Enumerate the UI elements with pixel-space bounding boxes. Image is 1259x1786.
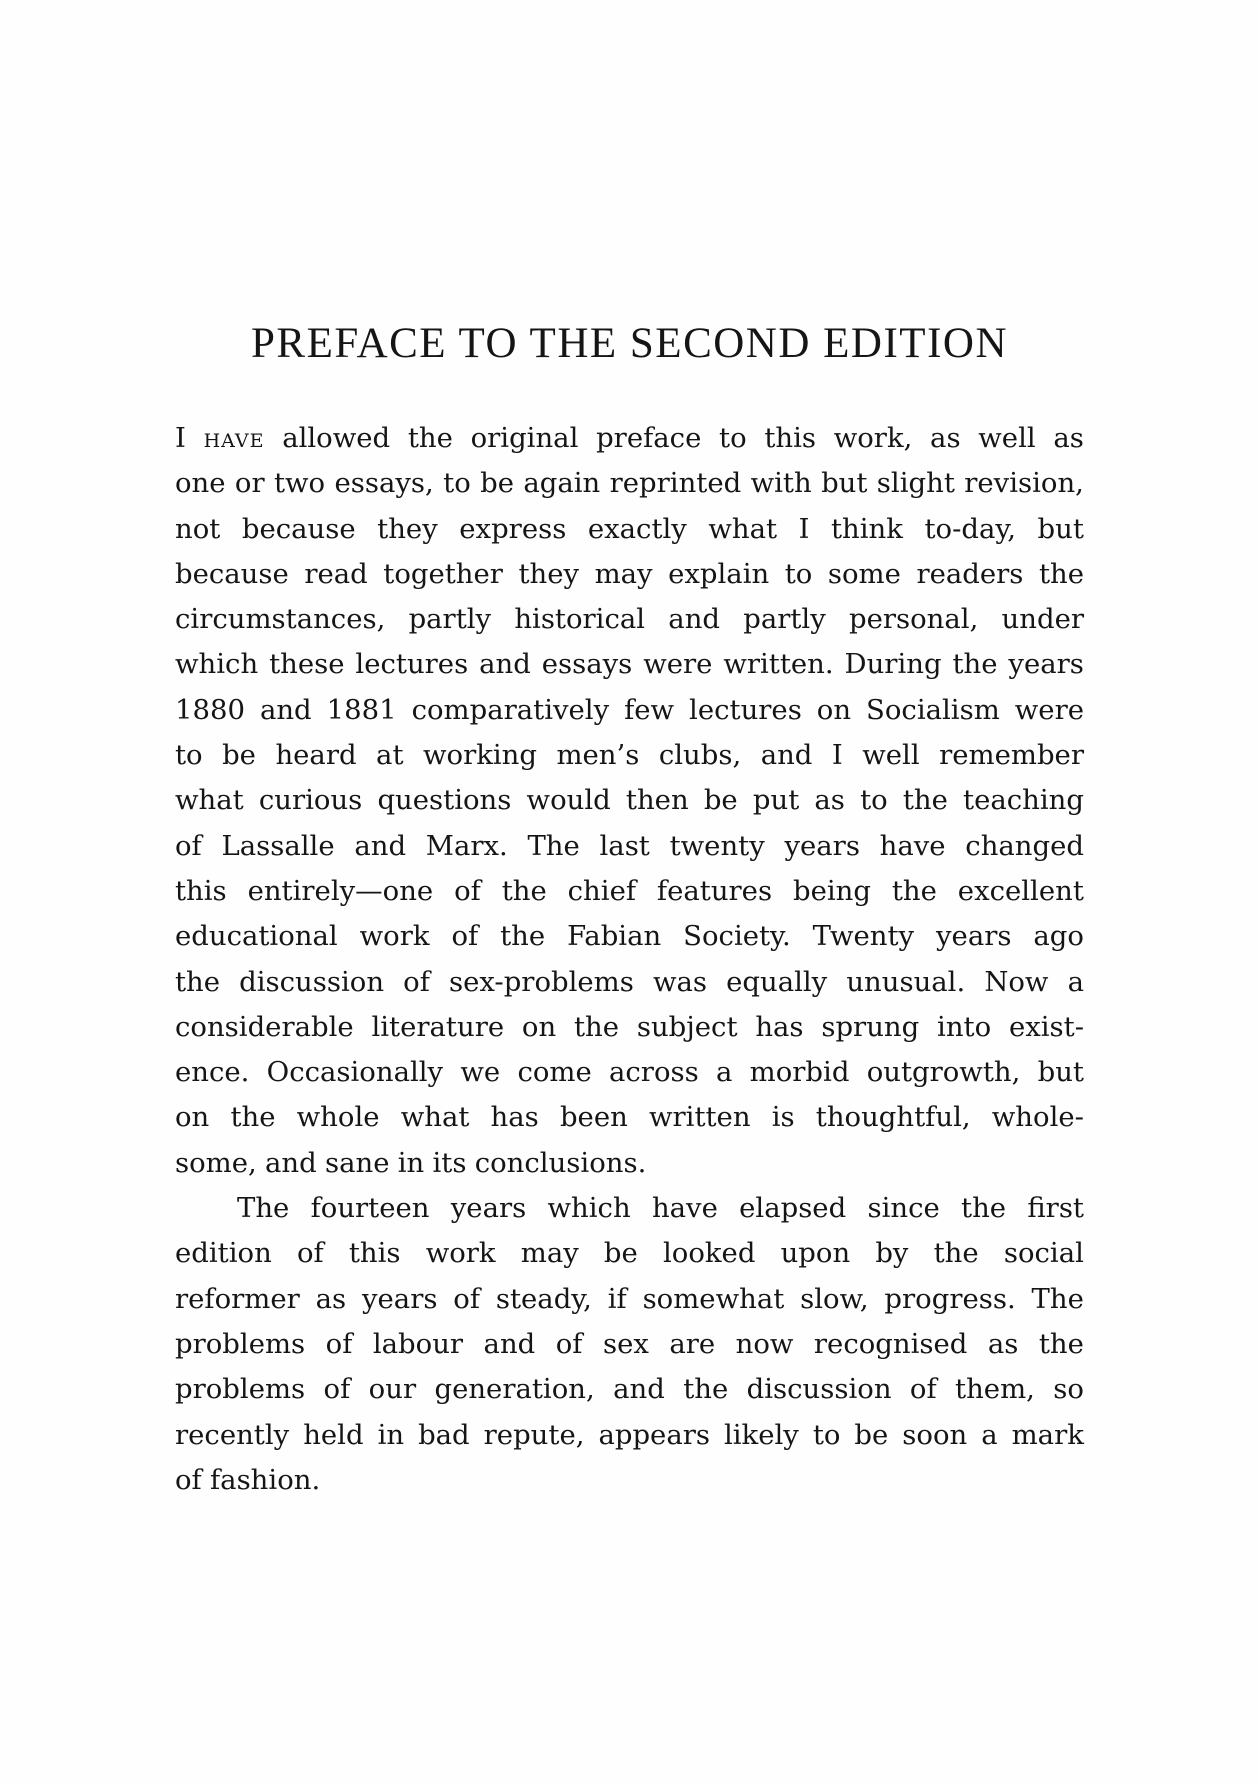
text-line: some, and sane in its conclusions. bbox=[175, 1146, 647, 1179]
text-line: considerable literature on the subject has sprung into exist- bbox=[175, 1010, 1084, 1043]
paragraph-2 bbox=[175, 1186, 1084, 1503]
page-title: PREFACE TO THE SECOND EDITION bbox=[250, 320, 1008, 367]
paragraph-1 bbox=[175, 416, 1084, 1186]
text-line: which these lectures and essays were written. During the years bbox=[175, 648, 1084, 681]
text-line: one or two essays, to be again reprinted with but slight revision, bbox=[175, 467, 1084, 500]
text-line: of fashion. bbox=[175, 1463, 321, 1496]
text-line: what curious questions would then be put as to the teaching bbox=[175, 784, 1084, 817]
text-line: circumstances, partly historical and partly personal, under bbox=[175, 603, 1084, 636]
text-line: educational work of the Fabian Society. Twenty years ago bbox=[175, 920, 1084, 953]
text-line: on the whole what has been written is thoughtful, whole- bbox=[175, 1101, 1084, 1134]
text-line: edition of this work may be looked upon by the social bbox=[175, 1237, 1084, 1270]
text-line: of Lassalle and Marx. The last twenty years have changed bbox=[175, 829, 1084, 862]
text-line: the discussion of sex-problems was equally unusual. Now a bbox=[175, 965, 1084, 998]
text-line: to be heard at working men’s clubs, and I well remember bbox=[175, 739, 1084, 772]
text-line: I have allowed the original preface to this work, as well as bbox=[175, 422, 1084, 454]
text-line: reformer as years of steady, if somewhat slow, progress. The bbox=[175, 1282, 1084, 1315]
text-line: this entirely—one of the chief features being the excellent bbox=[175, 874, 1084, 907]
text-line: not because they express exactly what I think to-day, but bbox=[175, 512, 1084, 545]
text-line: recently held in bad repute, appears likely to be soon a mark bbox=[175, 1418, 1084, 1451]
text-line: problems of our generation, and the discussion of them, so bbox=[175, 1373, 1084, 1406]
preface-body bbox=[175, 416, 1084, 1503]
text-line: because read together they may explain to some readers the bbox=[175, 557, 1084, 590]
text-line: The fourteen years which have elapsed since the first bbox=[237, 1192, 1084, 1225]
text-line: ence. Occasionally we come across a morbid outgrowth, but bbox=[175, 1056, 1084, 1089]
text-line: 1880 and 1881 comparatively few lectures on Socialism were bbox=[175, 693, 1084, 726]
text-line: problems of labour and of sex are now recognised as the bbox=[175, 1327, 1084, 1360]
